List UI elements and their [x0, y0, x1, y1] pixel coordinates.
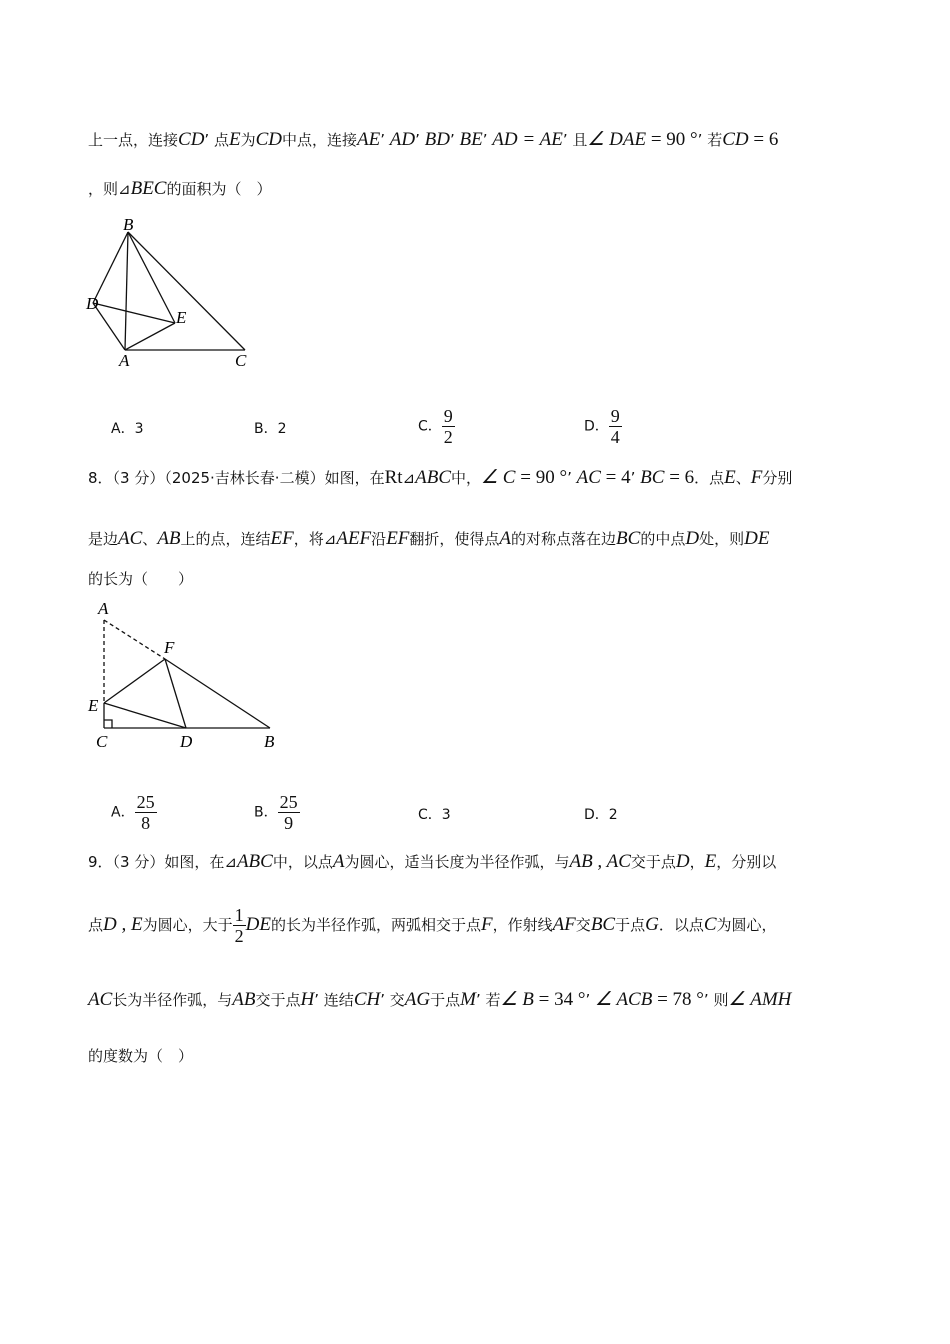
q7-option-d[interactable]	[584, 406, 622, 447]
text-segment: ’ 点	[204, 131, 229, 149]
text: 9	[443, 406, 453, 426]
text: B．	[254, 804, 278, 821]
math-segment: ∠ C	[481, 467, 516, 488]
q9-half-fraction	[233, 905, 246, 946]
q8-label-e: E	[88, 696, 99, 715]
text-segment: 交	[575, 916, 591, 934]
text: C．	[418, 807, 442, 823]
text: A．	[111, 421, 135, 437]
q8-option-a[interactable]	[111, 792, 157, 833]
text-segment: 中，	[451, 469, 482, 487]
text: D．	[584, 807, 609, 823]
text-segment: ⊿	[402, 469, 416, 487]
text-segment: ’ 若	[475, 991, 501, 1009]
text-segment: 的中点	[640, 530, 686, 548]
text-segment: ’	[482, 131, 493, 149]
text: D．	[584, 418, 609, 435]
math-segment: BC	[640, 467, 665, 488]
q9-text-line-2	[88, 905, 777, 946]
text-segment: 为圆心，	[716, 916, 777, 934]
q9-line-2-start	[88, 916, 233, 934]
q8-text-line-3	[88, 568, 193, 589]
q7-label-a: A	[119, 351, 130, 370]
q8-option-c[interactable]	[418, 804, 451, 824]
text-segment: ’	[585, 991, 595, 1009]
text: 2	[443, 427, 453, 447]
text-segment: 的度数为（ ）	[88, 1047, 194, 1065]
text-segment: 8．（3 分）（2025·吉林长春·二模）如图，在	[88, 469, 385, 487]
text-segment: 分别	[762, 469, 793, 487]
text-segment: ’	[380, 131, 390, 149]
text-segment: ，作射线	[492, 916, 553, 934]
math-segment: AD = AE	[492, 129, 563, 150]
q9-line-2-end	[246, 916, 777, 934]
math-segment: = 78 °	[652, 989, 704, 1010]
text: A．	[111, 804, 135, 821]
math-segment: = 90 °	[515, 467, 568, 488]
text: 1	[234, 905, 244, 925]
math-segment: AG	[404, 989, 431, 1010]
text-segment: 为圆心，大于	[142, 916, 233, 934]
math-segment: AE	[357, 129, 381, 150]
math-segment: ∠ AMH	[728, 989, 792, 1010]
math-segment: F	[480, 914, 493, 935]
math-segment: AC	[576, 467, 601, 488]
q8-label-f: F	[164, 638, 175, 657]
text-segment: 中，以点	[272, 853, 333, 871]
math-segment: H	[300, 989, 315, 1010]
text-segment: ，将⊿	[293, 530, 337, 548]
text-segment: 于点	[430, 991, 461, 1009]
text-segment: 、	[735, 469, 751, 487]
text-segment: 上的点，连结	[180, 530, 271, 548]
math-segment: BC	[616, 528, 641, 549]
text-segment: 、	[142, 530, 158, 548]
text-segment: ，	[689, 853, 705, 871]
q9-text-line-1	[88, 851, 776, 873]
q7-label-b: B	[123, 215, 134, 234]
text-segment: 的长为（ ）	[88, 570, 194, 588]
math-segment: CH	[353, 989, 381, 1010]
text-segment: 点	[88, 916, 104, 934]
q8-option-d[interactable]	[584, 804, 618, 824]
text: 3	[441, 807, 451, 823]
text-segment: ’ 连结	[314, 991, 354, 1009]
math-segment: DE	[744, 528, 770, 549]
text: 2	[234, 926, 244, 946]
math-segment: EF	[270, 528, 294, 549]
text-segment: 的面积为（ ）	[166, 180, 272, 198]
text: B．	[254, 421, 278, 437]
text-segment: ’	[630, 469, 641, 487]
math-segment: AB , AC	[569, 851, 631, 872]
math-segment: BE	[459, 129, 483, 150]
math-segment: AC	[88, 989, 113, 1010]
q8-text-line-1	[88, 466, 792, 489]
math-segment: = 6	[748, 129, 779, 150]
text-segment: 长为半径作弧，与	[112, 991, 233, 1009]
q8-label-d: D	[180, 732, 193, 751]
text-segment: ．以点	[658, 916, 704, 934]
text: 4	[610, 427, 620, 447]
math-segment: D , E	[103, 914, 143, 935]
math-segment: AB	[157, 528, 181, 549]
text-segment: ’ 若	[697, 131, 723, 149]
text: 3	[134, 421, 144, 437]
math-segment: E	[724, 467, 736, 488]
q7-figure	[93, 232, 245, 350]
text-segment: ’	[415, 131, 425, 149]
math-segment: D	[675, 851, 690, 872]
q7-option-b[interactable]	[254, 418, 287, 438]
text-segment: ⊿	[118, 180, 131, 198]
math-segment: AEF	[336, 528, 372, 549]
text-segment: 9．（3 分）如图，在⊿	[88, 853, 237, 871]
math-segment: ABC	[415, 467, 451, 488]
math-segment: DE	[245, 914, 271, 935]
math-segment: = 90 °	[646, 129, 698, 150]
text-segment: 的长为半径作弧，两弧相交于点	[270, 916, 481, 934]
math-segment: AD	[389, 129, 416, 150]
math-segment: AC	[118, 528, 143, 549]
math-segment: CD	[255, 129, 282, 150]
q7-label-d: D	[86, 294, 99, 313]
math-segment: F	[750, 467, 763, 488]
text-segment: 是边	[88, 530, 119, 548]
q7-option-a[interactable]	[111, 418, 144, 438]
math-segment: CD	[722, 129, 749, 150]
q8-label-b: B	[264, 732, 275, 751]
text-segment: 交于点	[255, 991, 301, 1009]
math-segment: CD	[178, 129, 205, 150]
text-segment: ’	[567, 469, 577, 487]
q9-text-line-4	[88, 1045, 193, 1066]
q9-text-line-3	[88, 988, 791, 1011]
text: 25	[136, 792, 155, 812]
text: 2	[608, 807, 618, 823]
text-segment: ，则	[88, 180, 119, 198]
math-segment: BC	[590, 914, 616, 935]
q7-label-e: E	[176, 308, 187, 327]
text: 8	[141, 813, 151, 833]
math-segment: A	[332, 851, 345, 872]
text: 25	[279, 792, 298, 812]
math-segment: A	[499, 528, 512, 549]
text-segment: 为	[240, 131, 256, 149]
text-segment: ，分别以	[716, 853, 777, 871]
math-segment: ∠ B	[500, 989, 534, 1010]
math-segment: E	[228, 129, 241, 150]
q8-label-c: C	[96, 732, 108, 751]
math-segment: ∠ ACB	[595, 989, 653, 1010]
math-segment: EF	[386, 528, 410, 549]
math-segment: AF	[552, 914, 576, 935]
math-segment: Rt	[384, 467, 403, 488]
text-segment: ’ 且	[562, 131, 588, 149]
math-segment: D	[685, 528, 700, 549]
math-segment: = 34 °	[533, 989, 586, 1010]
q8-option-b[interactable]	[254, 792, 300, 833]
text-segment: ’ 交	[380, 991, 405, 1009]
q8-figure	[104, 620, 270, 728]
math-segment: BEC	[130, 178, 167, 199]
text-segment: 交于点	[630, 853, 676, 871]
math-segment: = 4	[600, 467, 631, 488]
q7-label-c: C	[235, 351, 247, 370]
text-segment: 中点，连接	[282, 131, 358, 149]
text-segment: 上一点，连接	[88, 131, 179, 149]
text-segment: ．点	[694, 469, 725, 487]
math-segment: ∠ DAE	[587, 129, 647, 150]
text-segment: 沿	[371, 530, 387, 548]
text-segment: 为圆心，适当长度为半径作弧，与	[344, 853, 570, 871]
math-segment: BD	[424, 129, 450, 150]
text: 2	[277, 421, 287, 437]
math-segment: E	[704, 851, 717, 872]
math-segment: C	[703, 914, 717, 935]
math-segment: G	[645, 914, 659, 935]
math-segment: M	[460, 989, 476, 1010]
math-segment: ABC	[236, 851, 273, 872]
text-segment: 翻折，使得点	[409, 530, 500, 548]
q8-label-a: A	[98, 599, 109, 618]
text-segment: ’	[449, 131, 460, 149]
math-segment: AB	[232, 989, 256, 1010]
q8-text-line-2	[88, 528, 769, 550]
q7-option-c[interactable]	[418, 406, 455, 447]
math-segment: = 6	[664, 467, 695, 488]
text-segment: 的对称点落在边	[511, 530, 617, 548]
text-segment: 处，则	[699, 530, 745, 548]
text: 9	[610, 406, 620, 426]
text-segment: ’ 则	[703, 991, 729, 1009]
text: 9	[284, 813, 294, 833]
text: C．	[418, 418, 442, 435]
text-segment: 于点	[615, 916, 646, 934]
